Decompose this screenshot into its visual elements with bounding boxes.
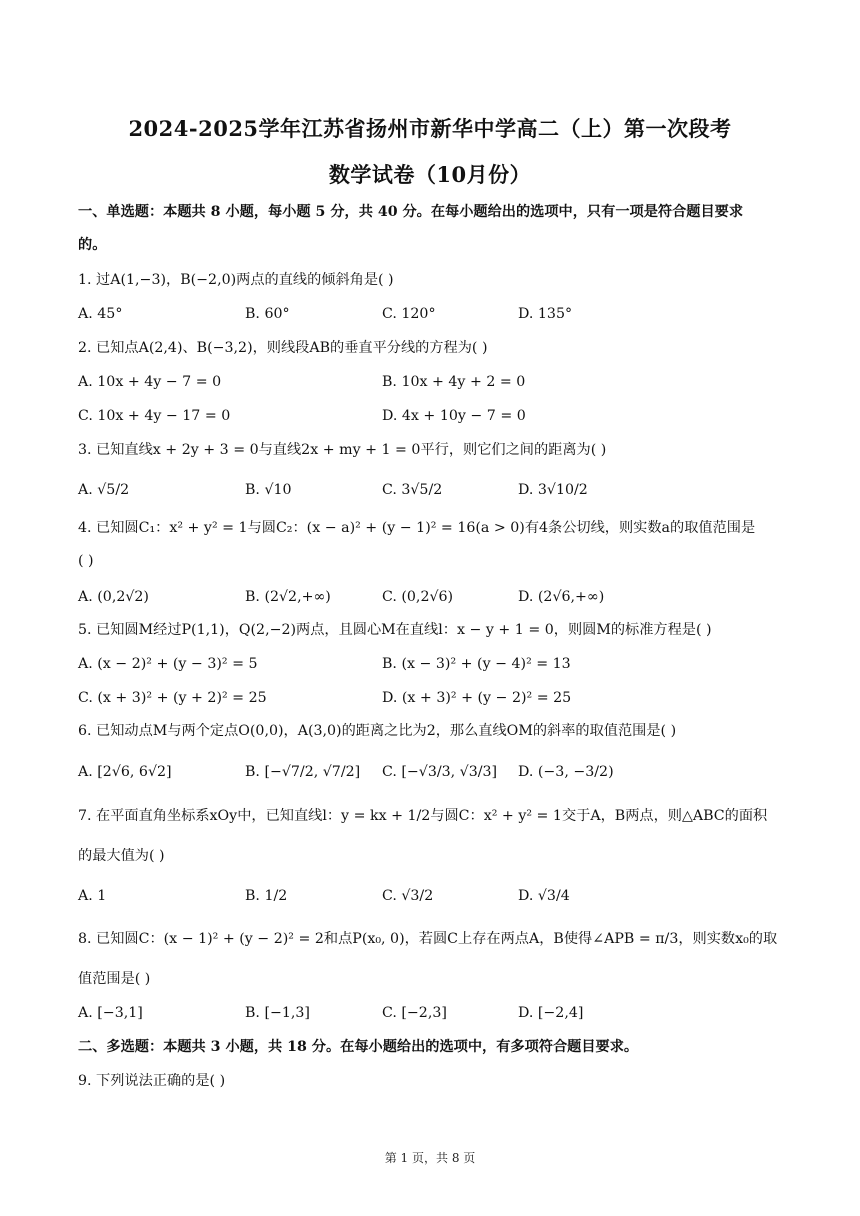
- section1-heading: 一、单选题：本题共 8 小题，每小题 5 分，共 40 分。在每小题给出的选项中，只有一项是符合题目要求: [78, 204, 744, 220]
- question-8-stem: 8. 已知圆C：(x − 1)² + (y − 2)² = 2和点P(x₀, 0)，若圆C上存在两点A，B使得∠APB = π/3，则实数x₀的取: [78, 931, 778, 947]
- question-2-option-d: D. 4x + 10y − 7 = 0: [382, 408, 526, 424]
- question-1-stem: 1. 过A(1,−3)，B(−2,0)两点的直线的倾斜角是( ): [78, 272, 394, 288]
- question-3-option-c: C. 3√5/2: [382, 482, 443, 498]
- question-1-option-d: D. 135°: [518, 306, 573, 322]
- question-5-stem: 5. 已知圆M经过P(1,1)，Q(2,−2)两点，且圆心M在直线l：x − y + 1 = 0，则圆M的标准方程是( ): [78, 622, 712, 638]
- question-4-stem-cont: ( ): [78, 553, 94, 569]
- question-1-option-b: B. 60°: [245, 306, 290, 322]
- question-5-option-d: D. (x + 3)² + (y − 2)² = 25: [382, 690, 572, 706]
- question-8-option-d: D. [−2,4]: [518, 1005, 584, 1021]
- page-footer: 第 1 页，共 8 页: [384, 1151, 476, 1165]
- question-9-stem: 9. 下列说法正确的是( ): [78, 1073, 226, 1089]
- question-6-stem: 6. 已知动点M与两个定点O(0,0)，A(3,0)的距离之比为2，那么直线OM的斜率的取值范围是( ): [78, 723, 677, 739]
- question-6-option-b: B. [−√7/2, √7/2]: [245, 764, 361, 780]
- question-2-option-b: B. 10x + 4y + 2 = 0: [382, 374, 526, 390]
- question-4-option-d: D. (2√6,+∞): [518, 589, 605, 605]
- section2-heading: 二、多选题：本题共 3 小题，共 18 分。在每小题给出的选项中，有多项符合题目要求。: [78, 1039, 639, 1055]
- question-3-option-d: D. 3√10/2: [518, 482, 588, 498]
- question-6-option-c: C. [−√3/3, √3/3]: [382, 764, 498, 780]
- question-7-option-a: A. 1: [78, 888, 107, 904]
- section1-heading-cont: 的。: [78, 237, 107, 253]
- question-2-stem: 2. 已知点A(2,4)、B(−3,2)，则线段AB的垂直平分线的方程为( ): [78, 340, 488, 356]
- question-8-option-c: C. [−2,3]: [382, 1005, 447, 1021]
- question-7-stem: 7. 在平面直角坐标系xOy中，已知直线l：y = kx + 1/2与圆C：x² + y² = 1交于A，B两点，则△ABC的面积: [78, 808, 768, 824]
- question-7-option-b: B. 1/2: [245, 888, 288, 904]
- question-4-option-c: C. (0,2√6): [382, 589, 454, 605]
- exam-title-line2: 数学试卷（10月份）: [328, 162, 532, 187]
- question-5-option-c: C. (x + 3)² + (y + 2)² = 25: [78, 690, 267, 706]
- question-8-option-a: A. [−3,1]: [78, 1005, 143, 1021]
- question-4-option-a: A. (0,2√2): [78, 589, 149, 605]
- question-3-option-b: B. √10: [245, 482, 292, 498]
- question-7-stem-cont: 的最大值为( ): [78, 848, 165, 864]
- question-7-option-d: D. √3/4: [518, 888, 570, 904]
- question-5-option-a: A. (x − 2)² + (y − 3)² = 5: [78, 656, 258, 672]
- question-2-option-a: A. 10x + 4y − 7 = 0: [78, 374, 222, 390]
- question-2-option-c: C. 10x + 4y − 17 = 0: [78, 408, 231, 424]
- question-4-option-b: B. (2√2,+∞): [245, 589, 331, 605]
- question-3-stem: 3. 已知直线x + 2y + 3 = 0与直线2x + my + 1 = 0平行，则它们之间的距离为( ): [78, 442, 607, 458]
- question-7-option-c: C. √3/2: [382, 888, 434, 904]
- question-6-option-d: D. (−3, −3/2): [518, 764, 614, 780]
- question-4-stem: 4. 已知圆C₁：x² + y² = 1与圆C₂：(x − a)² + (y − 1)² = 16(a > 0)有4条公切线，则实数a的取值范围是: [78, 520, 756, 536]
- question-1-option-c: C. 120°: [382, 306, 436, 322]
- question-6-option-a: A. [2√6, 6√2]: [78, 764, 172, 780]
- question-8-option-b: B. [−1,3]: [245, 1005, 310, 1021]
- question-5-option-b: B. (x − 3)² + (y − 4)² = 13: [382, 656, 571, 672]
- exam-title-line1: 2024-2025学年江苏省扬州市新华中学高二（上）第一次段考: [128, 116, 732, 141]
- question-1-option-a: A. 45°: [78, 306, 123, 322]
- question-3-option-a: A. √5/2: [78, 482, 130, 498]
- question-8-stem-cont: 值范围是( ): [78, 971, 151, 987]
